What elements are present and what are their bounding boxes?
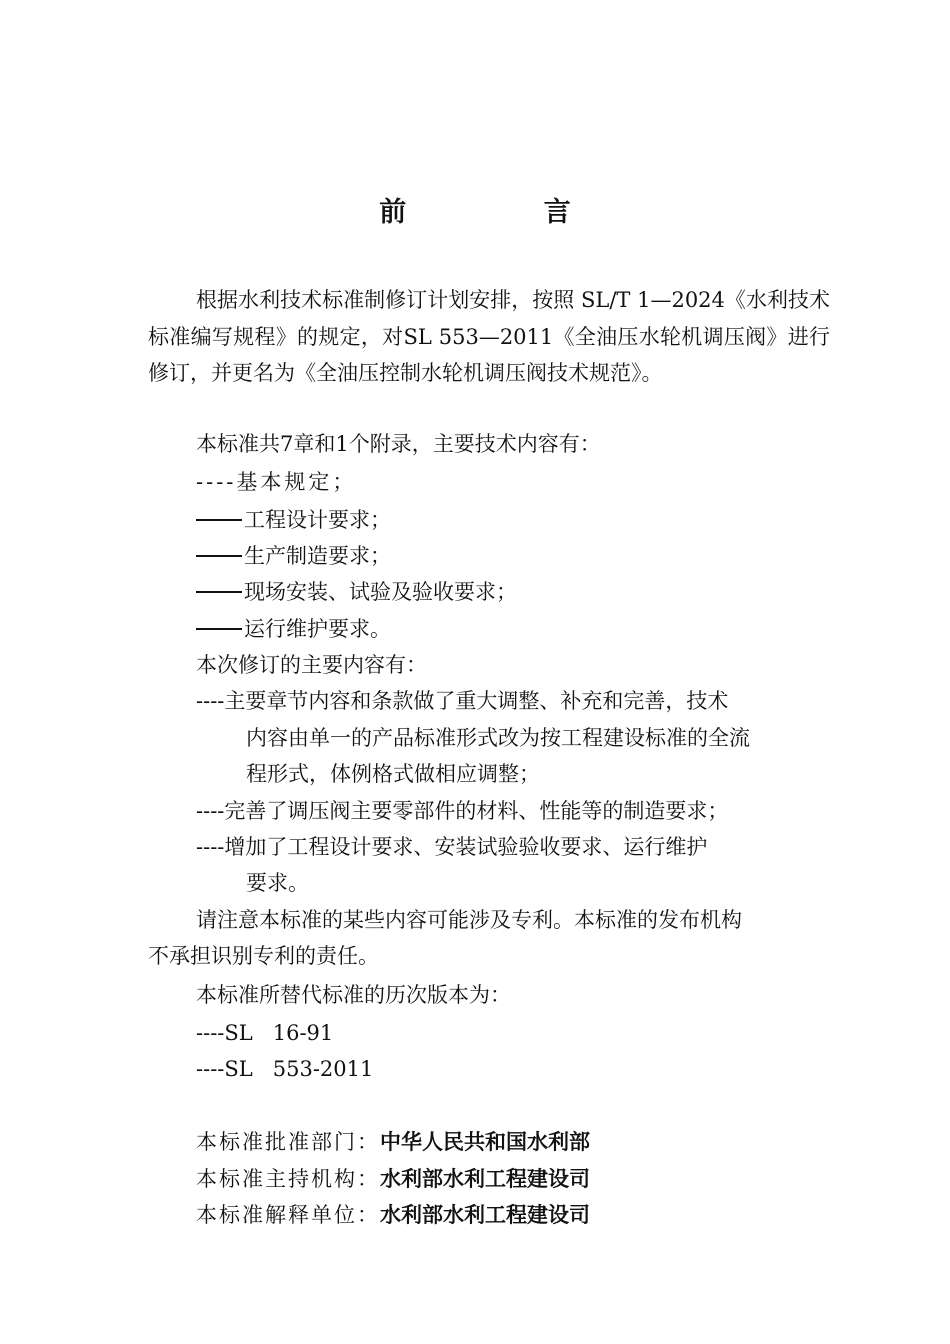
intro-paragraph xyxy=(148,282,830,392)
revision-item-1-line-3: 程形式，体例格式做相应调整； xyxy=(246,762,540,786)
revision-item-1-line-2: 内容由单一的产品标准形式改为按工程建设标准的全流 xyxy=(246,726,750,750)
history-intro: 本标准所替代标准的历次版本为： xyxy=(196,983,511,1007)
contents-item-5-text: 运行维护要求。 xyxy=(244,617,391,641)
approval-department xyxy=(196,1128,590,1156)
interpretation-unit-label: 本标准解释单位： xyxy=(196,1203,380,1227)
page-title: 前 言 xyxy=(379,197,635,228)
approval-department-value: 中华人民共和国水利部 xyxy=(380,1130,590,1154)
host-organization xyxy=(196,1165,590,1193)
history-item-2: ----SL 553-2011 xyxy=(196,1057,374,1081)
interpretation-unit xyxy=(196,1201,590,1229)
contents-item-3-text: 生产制造要求； xyxy=(244,544,391,568)
patent-notice-line-2: 不承担识别专利的责任。 xyxy=(148,944,379,968)
host-organization-value: 水利部水利工程建设司 xyxy=(380,1167,590,1191)
approval-department-label: 本标准批准部门： xyxy=(196,1130,380,1154)
contents-item-1: ----基本规定； xyxy=(196,470,357,494)
revision-item-2: ----完善了调压阀主要零部件的材料、性能等的制造要求； xyxy=(196,799,729,823)
interpretation-unit-value: 水利部水利工程建设司 xyxy=(380,1203,590,1227)
contents-item-2-text: 工程设计要求； xyxy=(244,508,391,532)
revision-intro: 本次修订的主要内容有： xyxy=(196,653,427,677)
em-dash-mark xyxy=(196,628,242,630)
contents-item-5 xyxy=(196,615,391,643)
em-dash-mark xyxy=(196,555,242,557)
revision-item-1-line-1: ----主要章节内容和条款做了重大调整、补充和完善，技术 xyxy=(196,689,729,713)
em-dash-mark xyxy=(196,519,242,521)
revision-item-3-line-1: ----增加了工程设计要求、安装试验验收要求、运行维护 xyxy=(196,835,708,859)
contents-item-3 xyxy=(196,542,391,570)
contents-item-4 xyxy=(196,578,517,606)
em-dash-mark xyxy=(196,591,242,593)
patent-notice-line-1: 请注意本标准的某些内容可能涉及专利。本标准的发布机构 xyxy=(196,908,742,932)
revision-item-3-line-2: 要求。 xyxy=(246,871,309,895)
intro-text: 根据水利技术标准制修订计划安排，按照 SL/T 1—2024《水利技术标准编写规程》的规定，对SL 553—2011《全油压水轮机调压阀》进行修订，并更名为《全油压控制水轮机调压阀技术规范》。 xyxy=(148,288,830,385)
host-organization-label: 本标准主持机构： xyxy=(196,1167,380,1191)
contents-item-4-text: 现场安装、试验及验收要求； xyxy=(244,580,517,604)
contents-item-2 xyxy=(196,506,391,534)
history-item-1: ----SL 16-91 xyxy=(196,1021,334,1045)
contents-intro: 本标准共7章和1个附录，主要技术内容有： xyxy=(196,432,601,456)
